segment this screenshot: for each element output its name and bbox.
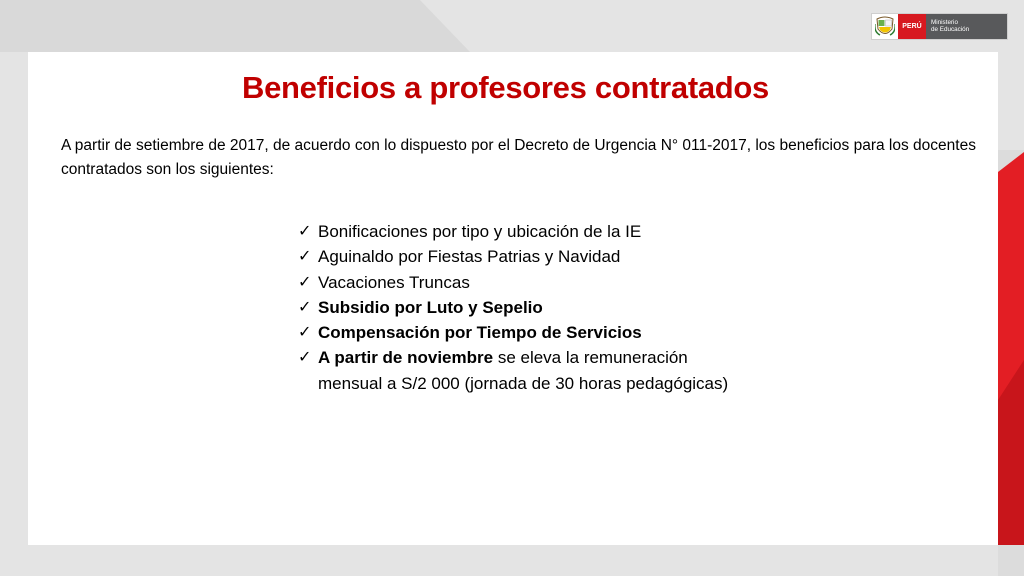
check-icon: ✓: [298, 248, 312, 266]
list-item: [298, 295, 738, 320]
list-item: [298, 244, 738, 269]
coat-of-arms-icon: [872, 14, 898, 39]
slide-title: Beneficios a profesores contratados: [242, 70, 769, 105]
list-item-bold: Compensación por Tiempo de Servicios: [318, 323, 642, 343]
list-item-bold: A partir de noviembre: [318, 348, 494, 368]
check-icon: ✓: [298, 273, 312, 291]
list-item: [298, 345, 738, 396]
list-item-text: Bonificaciones por tipo y ubicación de la IE: [318, 222, 642, 241]
list-item-text: Aguinaldo por Fiestas Patrias y Navidad: [318, 247, 621, 267]
list-item: [298, 320, 738, 345]
list-item: [298, 270, 738, 295]
check-icon: ✓: [298, 349, 312, 367]
ministry-line-1: Ministerio: [931, 19, 958, 26]
check-icon: ✓: [298, 298, 312, 316]
intro-paragraph: A partir de setiembre de 2017, de acuerdo con lo dispuesto por el Decreto de Urgencia N° 011-2017, los beneficios para los docentes contratados son los siguientes:: [61, 137, 976, 178]
list-item-bold: Subsidio por Luto y Sepelio: [318, 297, 543, 317]
ministry-logo: [871, 13, 1008, 40]
list-item: [298, 219, 738, 244]
country-label: PERÚ: [898, 14, 926, 39]
ministry-line-2: de Educación: [931, 26, 970, 33]
list-item-text: se eleva la remuneración mensual a S/2 000 (jornada de 30 horas pedagógicas): [318, 348, 729, 393]
ministry-label: [926, 14, 1007, 39]
list-item-text: Vacaciones Truncas: [318, 272, 470, 292]
check-icon: ✓: [298, 324, 312, 342]
check-icon: ✓: [298, 223, 312, 240]
benefits-list: [298, 219, 738, 396]
